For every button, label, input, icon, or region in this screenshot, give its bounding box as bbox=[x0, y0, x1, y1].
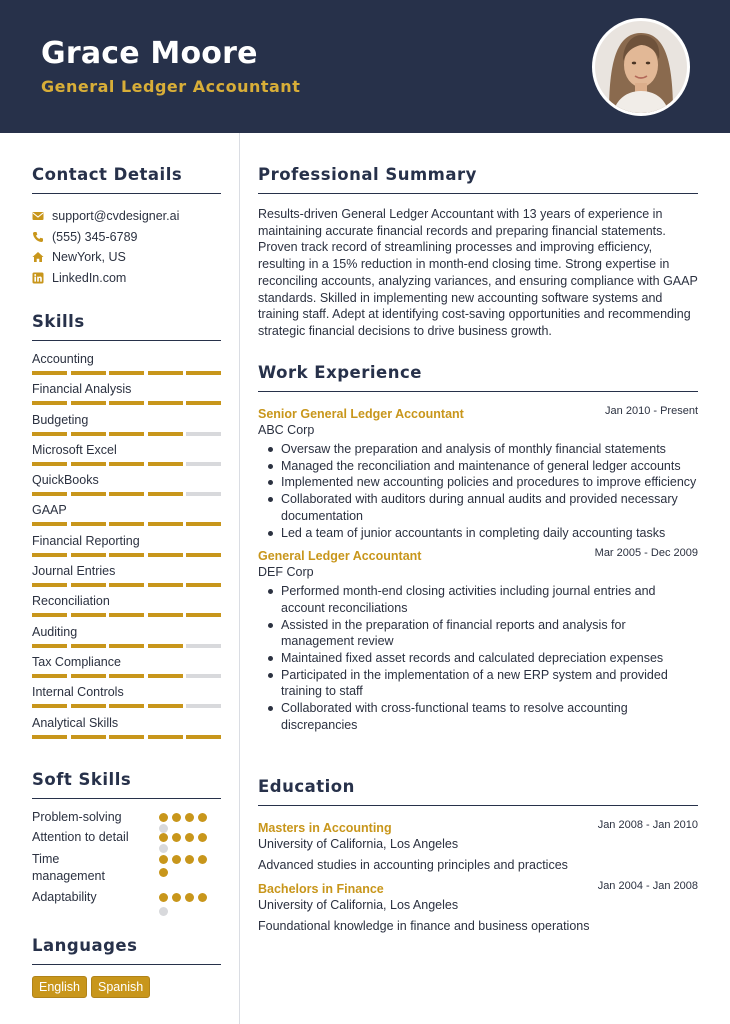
skill-level-segment bbox=[32, 583, 67, 587]
skill-item bbox=[32, 352, 221, 382]
soft-skill-item bbox=[32, 851, 157, 885]
skill-level-segment-empty bbox=[186, 492, 221, 496]
rating-dot bbox=[172, 833, 181, 842]
skill-level-segment bbox=[71, 553, 106, 557]
skill-level-segment bbox=[109, 432, 144, 436]
skill-level-segment bbox=[71, 704, 106, 708]
skill-label: QuickBooks bbox=[32, 473, 99, 488]
job-bullet: Led a team of junior accountants in completing daily accounting tasks bbox=[258, 525, 698, 542]
skill-level-segment bbox=[148, 462, 183, 466]
skill-level-bar bbox=[32, 492, 221, 496]
skill-level-segment bbox=[32, 735, 67, 739]
summary-section bbox=[258, 165, 698, 340]
skill-level-segment bbox=[148, 553, 183, 557]
skill-level-segment bbox=[71, 613, 106, 617]
skill-level-segment bbox=[148, 432, 183, 436]
skill-level-segment bbox=[32, 371, 67, 375]
skill-level-segment-empty bbox=[186, 432, 221, 436]
rating-dot bbox=[185, 893, 194, 902]
home-icon bbox=[32, 251, 44, 263]
summary-text: Results-driven General Ledger Accountant with 13 years of experience in maintaining accurate financial records and preparing financial statements. Proven track record of streamlining processes and improving efficiency, resulting in a 15% reduction in month-end closing time. Strong expertise in reconciling accounts, analyzing variances, and ensuring compliance with GAAP standards. Skilled in implementing new accounting software systems and training staff. Adept at identifying cost-saving opportunities and recommending strategic financial decisions to drive business growth. bbox=[258, 207, 698, 338]
skill-item bbox=[32, 443, 221, 473]
skills-section bbox=[32, 312, 221, 746]
skill-item bbox=[32, 685, 221, 715]
rating-dot-empty bbox=[159, 844, 168, 853]
skill-level-segment-empty bbox=[186, 644, 221, 648]
skill-level-segment bbox=[32, 462, 67, 466]
education-rule bbox=[258, 805, 698, 806]
linkedin-icon bbox=[32, 272, 44, 284]
languages-section bbox=[32, 936, 221, 998]
skill-level-segment-empty bbox=[186, 674, 221, 678]
contact-location bbox=[32, 247, 221, 268]
skill-level-segment bbox=[109, 371, 144, 375]
experience-section bbox=[258, 363, 698, 734]
job-bullet: Collaborated with cross-functional teams to resolve accounting discrepancies bbox=[258, 700, 698, 733]
rating-dot bbox=[172, 893, 181, 902]
skill-level-segment bbox=[186, 583, 221, 587]
contact-location-text: NewYork, US bbox=[52, 250, 126, 265]
skill-label: Financial Analysis bbox=[32, 382, 132, 397]
rating-dot bbox=[185, 833, 194, 842]
skill-level-bar bbox=[32, 432, 221, 436]
skill-level-segment bbox=[32, 522, 67, 526]
skills-list bbox=[32, 352, 221, 746]
soft-skill-label: Attention to detail bbox=[32, 830, 129, 844]
skill-level-bar bbox=[32, 553, 221, 557]
skill-level-segment bbox=[109, 704, 144, 708]
column-divider bbox=[239, 133, 240, 1024]
profile-photo bbox=[592, 18, 690, 116]
language-badge: Spanish bbox=[91, 976, 150, 998]
skill-label: Reconciliation bbox=[32, 594, 110, 609]
education-degree: Masters in Accounting bbox=[258, 821, 392, 835]
skill-level-bar bbox=[32, 371, 221, 375]
rating-dot bbox=[185, 813, 194, 822]
job-company: ABC Corp bbox=[258, 423, 315, 437]
skill-label: Financial Reporting bbox=[32, 533, 140, 548]
skill-level-segment bbox=[148, 583, 183, 587]
contact-phone[interactable] bbox=[32, 227, 221, 248]
rating-dot bbox=[159, 855, 168, 864]
skill-label: Internal Controls bbox=[32, 685, 124, 700]
candidate-title: General Ledger Accountant bbox=[41, 77, 301, 96]
skill-item bbox=[32, 594, 221, 624]
soft-skill-label: Time management bbox=[32, 852, 105, 883]
skill-level-segment bbox=[32, 492, 67, 496]
skill-item bbox=[32, 655, 221, 685]
skill-label: Accounting bbox=[32, 352, 94, 366]
skill-level-segment bbox=[109, 462, 144, 466]
skill-level-segment bbox=[186, 613, 221, 617]
skill-level-bar bbox=[32, 704, 221, 708]
education-school: University of California, Los Angeles bbox=[258, 837, 459, 851]
skill-label: Journal Entries bbox=[32, 564, 116, 579]
education-date: Jan 2008 - Jan 2010 bbox=[597, 819, 698, 831]
contact-linkedin[interactable] bbox=[32, 268, 221, 289]
skill-level-bar bbox=[32, 674, 221, 678]
skill-item bbox=[32, 564, 221, 594]
skill-level-bar bbox=[32, 613, 221, 617]
skill-level-segment bbox=[186, 522, 221, 526]
skill-level-segment bbox=[109, 522, 144, 526]
skill-item bbox=[32, 716, 221, 746]
skill-level-segment-empty bbox=[186, 462, 221, 466]
job-bullet: Participated in the implementation of a new ERP system and provided training to staff bbox=[258, 667, 698, 700]
skill-level-segment-empty bbox=[186, 704, 221, 708]
job-entry bbox=[258, 547, 698, 733]
skill-label: Analytical Skills bbox=[32, 715, 119, 730]
contact-title: Contact Details bbox=[32, 165, 183, 184]
skill-level-segment bbox=[109, 735, 144, 739]
skill-level-segment bbox=[148, 674, 183, 678]
education-desc: Foundational knowledge in finance and business operations bbox=[258, 919, 590, 933]
soft-skill-item bbox=[32, 830, 221, 844]
soft-skills-section bbox=[32, 770, 221, 920]
rating-dot bbox=[159, 868, 168, 877]
education-school: University of California, Los Angeles bbox=[258, 898, 459, 912]
contact-email-text: support@cvdesigner.ai bbox=[52, 209, 180, 224]
skill-level-segment bbox=[186, 735, 221, 739]
education-desc: Advanced studies in accounting principles and practices bbox=[258, 858, 568, 872]
skill-level-segment bbox=[32, 613, 67, 617]
skill-level-bar bbox=[32, 644, 221, 648]
skill-level-bar bbox=[32, 462, 221, 466]
contact-email[interactable] bbox=[32, 206, 221, 227]
skill-level-segment bbox=[32, 674, 67, 678]
job-bullet: Collaborated with auditors during annual audits and provided necessary documentation bbox=[258, 491, 698, 524]
rating-dot bbox=[172, 855, 181, 864]
skill-item bbox=[32, 413, 221, 443]
skill-level-segment bbox=[71, 432, 106, 436]
contact-rule bbox=[32, 193, 221, 194]
skill-level-bar bbox=[32, 522, 221, 526]
rating-dot bbox=[159, 833, 168, 842]
skill-level-segment bbox=[71, 462, 106, 466]
job-title: General Ledger Accountant bbox=[258, 549, 422, 564]
skill-level-segment bbox=[109, 674, 144, 678]
job-bullets bbox=[258, 441, 698, 541]
skill-level-bar bbox=[32, 735, 221, 739]
skill-level-segment bbox=[71, 401, 106, 405]
rating-dot bbox=[172, 813, 181, 822]
education-entry bbox=[258, 880, 698, 935]
experience-title: Work Experience bbox=[258, 363, 422, 382]
skill-item bbox=[32, 534, 221, 564]
skill-level-segment bbox=[71, 492, 106, 496]
resume-header bbox=[0, 0, 730, 133]
skill-item bbox=[32, 503, 221, 533]
summary-title: Professional Summary bbox=[258, 165, 477, 184]
skill-item bbox=[32, 382, 221, 412]
skill-level-segment bbox=[148, 613, 183, 617]
skill-level-segment bbox=[71, 644, 106, 648]
job-bullet: Implemented new accounting policies and procedures to improve efficiency bbox=[258, 474, 698, 491]
job-company: DEF Corp bbox=[258, 565, 314, 580]
soft-skills-title: Soft Skills bbox=[32, 770, 132, 789]
job-title: Senior General Ledger Accountant bbox=[258, 407, 464, 421]
contact-linkedin-text: LinkedIn.com bbox=[52, 270, 127, 285]
profile-portrait-icon bbox=[595, 21, 687, 113]
skill-level-segment bbox=[109, 492, 144, 496]
skill-level-segment bbox=[71, 583, 106, 587]
skill-level-segment bbox=[109, 401, 144, 405]
phone-icon bbox=[32, 231, 44, 243]
job-date: Jan 2010 - Present bbox=[605, 405, 698, 417]
skill-level-segment bbox=[71, 674, 106, 678]
soft-skill-label: Problem-solving bbox=[32, 810, 122, 824]
education-degree: Bachelors in Finance bbox=[258, 882, 384, 896]
skill-item bbox=[32, 625, 221, 655]
skill-level-segment bbox=[148, 644, 183, 648]
candidate-name: Grace Moore bbox=[41, 36, 258, 71]
skill-level-segment bbox=[148, 522, 183, 526]
rating-dot-empty bbox=[159, 907, 168, 916]
education-section bbox=[258, 777, 698, 935]
skill-level-segment bbox=[186, 401, 221, 405]
skill-level-segment bbox=[32, 644, 67, 648]
education-date: Jan 2004 - Jan 2008 bbox=[597, 880, 698, 892]
skill-level-segment bbox=[71, 522, 106, 526]
envelope-icon bbox=[32, 210, 44, 222]
contact-section bbox=[32, 165, 221, 288]
summary-rule bbox=[258, 193, 698, 194]
skill-label: GAAP bbox=[32, 503, 67, 518]
skill-label: Budgeting bbox=[32, 412, 89, 427]
job-entry bbox=[258, 405, 698, 541]
job-bullet: Performed month-end closing activities including journal entries and account reconciliations bbox=[258, 583, 698, 616]
skill-level-segment bbox=[148, 371, 183, 375]
skill-level-bar bbox=[32, 583, 221, 587]
skills-title: Skills bbox=[32, 312, 85, 331]
soft-skill-item bbox=[32, 890, 221, 904]
rating-dot bbox=[159, 813, 168, 822]
soft-skills-rule bbox=[32, 798, 221, 799]
rating-dot bbox=[185, 855, 194, 864]
skill-level-segment bbox=[186, 371, 221, 375]
rating-dot bbox=[198, 893, 207, 902]
skill-label: Auditing bbox=[32, 624, 78, 639]
rating-dot bbox=[198, 855, 207, 864]
skill-level-segment bbox=[109, 644, 144, 648]
skill-level-segment bbox=[148, 492, 183, 496]
experience-rule bbox=[258, 391, 698, 392]
job-bullet: Assisted in the preparation of financial reports and analysis for management review bbox=[258, 617, 698, 650]
contact-phone-text: (555) 345-6789 bbox=[52, 229, 138, 244]
skill-level-segment bbox=[148, 735, 183, 739]
languages-title: Languages bbox=[32, 936, 138, 955]
rating-dot bbox=[198, 833, 207, 842]
education-title: Education bbox=[258, 777, 355, 796]
rating-dot bbox=[159, 893, 168, 902]
skill-level-segment bbox=[71, 371, 106, 375]
skill-level-segment bbox=[186, 553, 221, 557]
skill-level-segment bbox=[32, 553, 67, 557]
skills-rule bbox=[32, 340, 221, 341]
job-bullet: Maintained fixed asset records and calculated depreciation expenses bbox=[258, 650, 698, 667]
language-badge: English bbox=[32, 976, 87, 998]
education-entry bbox=[258, 819, 698, 874]
skill-label: Tax Compliance bbox=[32, 654, 121, 669]
skill-level-segment bbox=[32, 704, 67, 708]
skill-level-segment bbox=[109, 553, 144, 557]
skill-level-segment bbox=[32, 432, 67, 436]
skill-level-segment bbox=[32, 401, 67, 405]
job-bullet: Oversaw the preparation and analysis of monthly financial statements bbox=[258, 441, 698, 458]
skill-label: Microsoft Excel bbox=[32, 442, 117, 457]
soft-skill-label: Adaptability bbox=[32, 890, 97, 904]
skill-level-segment bbox=[109, 583, 144, 587]
job-bullets bbox=[258, 583, 698, 733]
rating-dot bbox=[198, 813, 207, 822]
skill-item bbox=[32, 473, 221, 503]
skill-level-bar bbox=[32, 401, 221, 405]
job-date: Mar 2005 - Dec 2009 bbox=[594, 547, 698, 560]
skill-level-segment bbox=[109, 613, 144, 617]
languages-rule bbox=[32, 964, 221, 965]
skill-level-segment bbox=[148, 401, 183, 405]
soft-skill-item bbox=[32, 810, 221, 824]
skill-level-segment bbox=[71, 735, 106, 739]
job-bullet: Managed the reconciliation and maintenance of general ledger accounts bbox=[258, 458, 698, 475]
skill-level-segment bbox=[148, 704, 183, 708]
